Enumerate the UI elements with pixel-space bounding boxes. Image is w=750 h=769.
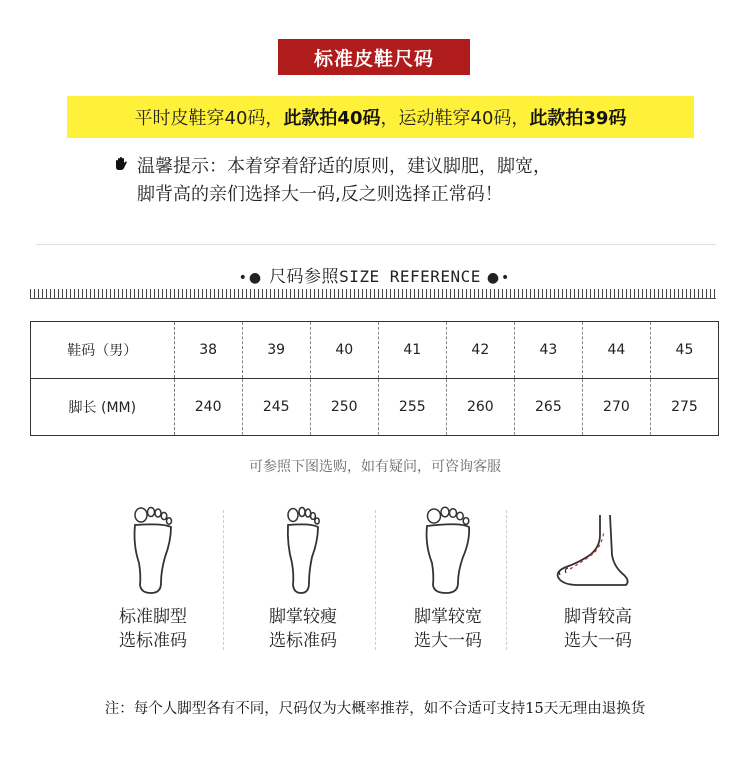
foot-standard-icon [123,505,183,595]
table-cell: 260 [446,379,514,436]
foot-label-line2: 选大一码 [414,631,482,651]
table-cell: 240 [174,379,242,436]
table-cell: 44 [582,322,650,379]
size-table [30,321,719,436]
table-cell: 40 [310,322,378,379]
foot-types [78,505,688,670]
table-row [31,322,719,379]
reference-label-en: SIZE REFERENCE [339,267,481,286]
advice-text-2: ，运动鞋穿40码， [380,108,530,129]
foot-type-wide [378,505,518,665]
foot-type-standard [83,505,223,665]
table-cell: 245 [242,379,310,436]
foot-thin-icon [273,505,333,595]
advice-text-1: 平时皮鞋穿40码， [134,108,284,129]
row-header-shoe-size: 鞋码（男） [31,322,175,379]
foot-label-line2: 选标准码 [119,631,187,651]
size-advice-banner [67,96,694,138]
foot-separator [506,510,507,650]
foot-label-line1: 脚掌较宽 [414,607,482,627]
table-cell: 45 [650,322,718,379]
table-cell: 265 [514,379,582,436]
advice-highlight-1: 此款拍40码 [283,108,381,129]
tip-line-2: 脚背高的亲们选择大一码,反之则选择正常码！ [137,184,503,205]
hand-icon [113,153,131,181]
section-divider [36,244,716,245]
foot-type-thin [233,505,373,665]
dots-left-icon: •● [238,270,264,286]
foot-type-high-instep [528,505,668,665]
table-cell: 39 [242,322,310,379]
row-header-foot-length: 脚长 (MM) [31,379,175,436]
foot-label-line2: 选大一码 [564,631,632,651]
tip-line-1: 温馨提示：本着穿着舒适的原则，建议脚肥，脚宽， [137,156,551,177]
size-reference-heading [0,262,750,287]
foot-separator [223,510,224,650]
table-cell: 270 [582,379,650,436]
table-cell: 42 [446,322,514,379]
dots-right-icon: ●• [486,270,512,286]
selection-hint: 可参照下图选购，如有疑问，可咨询客服 [249,459,501,475]
foot-label-line1: 脚背较高 [564,607,632,627]
foot-separator [375,510,376,650]
footnote: 注：每个人脚型各有不同，尺码仅为大概率推荐，如不合适可支持15天无理由退换货 [104,701,646,717]
table-cell: 250 [310,379,378,436]
foot-wide-icon [418,505,478,595]
reference-label: 尺码参照 [269,267,340,287]
foot-label-line1: 脚掌较瘦 [269,607,337,627]
table-row [31,379,719,436]
foot-high-instep-icon [548,505,648,595]
foot-label-line2: 选标准码 [269,631,337,651]
ruler-decoration [30,289,716,299]
table-cell: 43 [514,322,582,379]
table-cell: 38 [174,322,242,379]
foot-label-line1: 标准脚型 [119,607,187,627]
advice-highlight-2: 此款拍39码 [529,108,627,129]
table-cell: 41 [378,322,446,379]
tip-block [113,153,551,209]
table-cell: 275 [671,399,698,415]
table-cell: 255 [378,379,446,436]
page-title: 标准皮鞋尺码 [278,39,470,75]
